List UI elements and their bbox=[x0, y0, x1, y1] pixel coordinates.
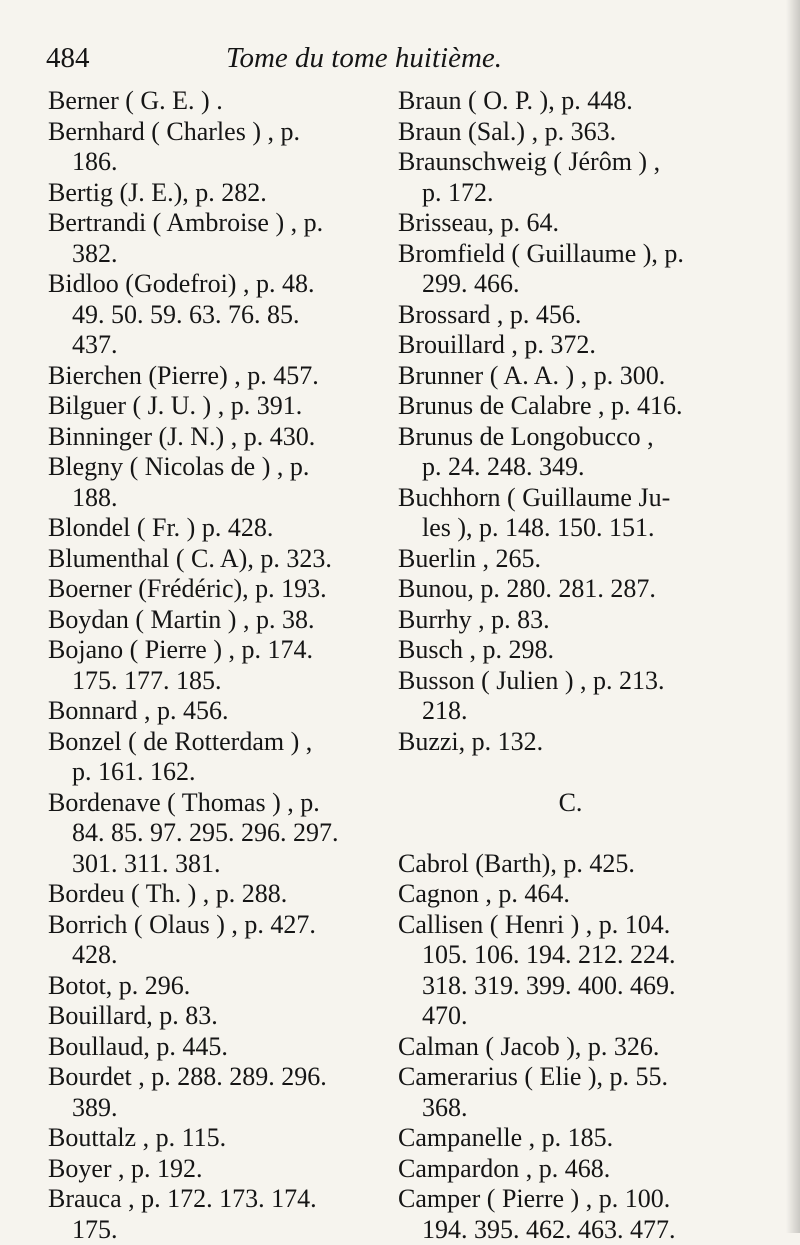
index-entry-line: 186. bbox=[48, 147, 388, 178]
index-entry-line: Calman ( Jacob ), p. 326. bbox=[398, 1032, 743, 1063]
index-entry-line: Braunschweig ( Jérôm ) , bbox=[398, 147, 743, 178]
index-entry-line: Bourdet , p. 288. 289. 296. bbox=[48, 1062, 388, 1093]
index-entry-line: 49. 50. 59. 63. 76. 85. bbox=[48, 300, 388, 331]
index-entry-line: Blondel ( Fr. ) p. 428. bbox=[48, 513, 388, 544]
index-entry-line: les ), p. 148. 150. 151. bbox=[398, 513, 743, 544]
index-entry-line: 175. 177. 185. bbox=[48, 666, 388, 697]
index-entry-line: Bertig (J. E.), p. 282. bbox=[48, 178, 388, 209]
index-entry-line: Cagnon , p. 464. bbox=[398, 879, 743, 910]
blank-line bbox=[398, 757, 743, 788]
index-entry-line: 389. bbox=[48, 1093, 388, 1124]
section-letter-heading: C. bbox=[398, 788, 743, 819]
index-entry-line: Bidloo (Godefroi) , p. 48. bbox=[48, 269, 388, 300]
index-entry-line: Brisseau, p. 64. bbox=[398, 208, 743, 239]
index-entry-line: Bromfield ( Guillaume ), p. bbox=[398, 239, 743, 270]
index-column-left bbox=[48, 86, 388, 1245]
index-entry-line: 301. 311. 381. bbox=[48, 849, 388, 880]
index-entry-line: 318. 319. 399. 400. 469. bbox=[398, 971, 743, 1002]
index-entry-line: 84. 85. 97. 295. 296. 297. bbox=[48, 818, 388, 849]
index-entry-line: Braun ( O. P. ), p. 448. bbox=[398, 86, 743, 117]
index-entry-line: Callisen ( Henri ) , p. 104. bbox=[398, 910, 743, 941]
index-column-right bbox=[398, 86, 743, 1245]
index-entry-line: Binninger (J. N.) , p. 430. bbox=[48, 422, 388, 453]
page-number: 484 bbox=[46, 42, 90, 75]
index-entry-line: Boyer , p. 192. bbox=[48, 1154, 388, 1185]
index-entry-line: Busson ( Julien ) , p. 213. bbox=[398, 666, 743, 697]
index-entry-line: Boerner (Frédéric), p. 193. bbox=[48, 574, 388, 605]
index-entry-line: Bouttalz , p. 115. bbox=[48, 1123, 388, 1154]
index-entry-line: Bouillard, p. 83. bbox=[48, 1001, 388, 1032]
index-entry-line: Blumenthal ( C. A), p. 323. bbox=[48, 544, 388, 575]
index-entry-line: 437. bbox=[48, 330, 388, 361]
index-entry-line: Bordenave ( Thomas ) , p. bbox=[48, 788, 388, 819]
index-entry-line: 428. bbox=[48, 940, 388, 971]
index-entry-line: Buzzi, p. 132. bbox=[398, 727, 743, 758]
page-header bbox=[46, 42, 746, 82]
index-entry-line: 194. 395. 462. 463. 477. bbox=[398, 1215, 743, 1245]
index-entry-line: p. 172. bbox=[398, 178, 743, 209]
index-entry-line: 299. 466. bbox=[398, 269, 743, 300]
index-entry-line: Bonzel ( de Rotterdam ) , bbox=[48, 727, 388, 758]
index-entry-line: Bojano ( Pierre ) , p. 174. bbox=[48, 635, 388, 666]
index-entry-line: Brunus de Calabre , p. 416. bbox=[398, 391, 743, 422]
index-entry-line: 175. bbox=[48, 1215, 388, 1245]
index-entry-line: Busch , p. 298. bbox=[398, 635, 743, 666]
index-entry-line: Bunou, p. 280. 281. 287. bbox=[398, 574, 743, 605]
index-entry-line: Brunner ( A. A. ) , p. 300. bbox=[398, 361, 743, 392]
index-entry-line: Bierchen (Pierre) , p. 457. bbox=[48, 361, 388, 392]
index-entry-line: 188. bbox=[48, 483, 388, 514]
index-entry-line: 470. bbox=[398, 1001, 743, 1032]
index-entry-line: Bordeu ( Th. ) , p. 288. bbox=[48, 879, 388, 910]
index-entry-line: 218. bbox=[398, 696, 743, 727]
index-entry-line: Brunus de Longobucco , bbox=[398, 422, 743, 453]
index-entry-line: Burrhy , p. 83. bbox=[398, 605, 743, 636]
index-entry-line: Campanelle , p. 185. bbox=[398, 1123, 743, 1154]
index-entry-line: Blegny ( Nicolas de ) , p. bbox=[48, 452, 388, 483]
index-entry-line: Brouillard , p. 372. bbox=[398, 330, 743, 361]
index-entry-line: p. 161. 162. bbox=[48, 757, 388, 788]
index-entry-line: Boullaud, p. 445. bbox=[48, 1032, 388, 1063]
index-entry-line: Cabrol (Barth), p. 425. bbox=[398, 849, 743, 880]
index-entry-line: Bonnard , p. 456. bbox=[48, 696, 388, 727]
index-entry-line: Berner ( G. E. ) . bbox=[48, 86, 388, 117]
index-entry-line: p. 24. 248. 349. bbox=[398, 452, 743, 483]
index-entry-line: Braun (Sal.) , p. 363. bbox=[398, 117, 743, 148]
index-entry-line: Camerarius ( Elie ), p. 55. bbox=[398, 1062, 743, 1093]
index-entry-line: Buchhorn ( Guillaume Ju- bbox=[398, 483, 743, 514]
running-title: Tome du tome huitième. bbox=[226, 42, 502, 75]
index-entry-line: Bertrandi ( Ambroise ) , p. bbox=[48, 208, 388, 239]
index-entry-line: Boydan ( Martin ) , p. 38. bbox=[48, 605, 388, 636]
index-entry-line: 368. bbox=[398, 1093, 743, 1124]
index-entry-line: 105. 106. 194. 212. 224. bbox=[398, 940, 743, 971]
index-entry-line: Brauca , p. 172. 173. 174. bbox=[48, 1184, 388, 1215]
index-entry-line: Buerlin , 265. bbox=[398, 544, 743, 575]
index-entry-line: Campardon , p. 468. bbox=[398, 1154, 743, 1185]
blank-line bbox=[398, 818, 743, 849]
page-edge-shadow bbox=[786, 0, 800, 1233]
index-entry-line: Bernhard ( Charles ) , p. bbox=[48, 117, 388, 148]
index-entry-line: 382. bbox=[48, 239, 388, 270]
index-entry-line: Brossard , p. 456. bbox=[398, 300, 743, 331]
index-entry-line: Bilguer ( J. U. ) , p. 391. bbox=[48, 391, 388, 422]
index-entry-line: Botot, p. 296. bbox=[48, 971, 388, 1002]
index-entry-line: Camper ( Pierre ) , p. 100. bbox=[398, 1184, 743, 1215]
index-entry-line: Borrich ( Olaus ) , p. 427. bbox=[48, 910, 388, 941]
